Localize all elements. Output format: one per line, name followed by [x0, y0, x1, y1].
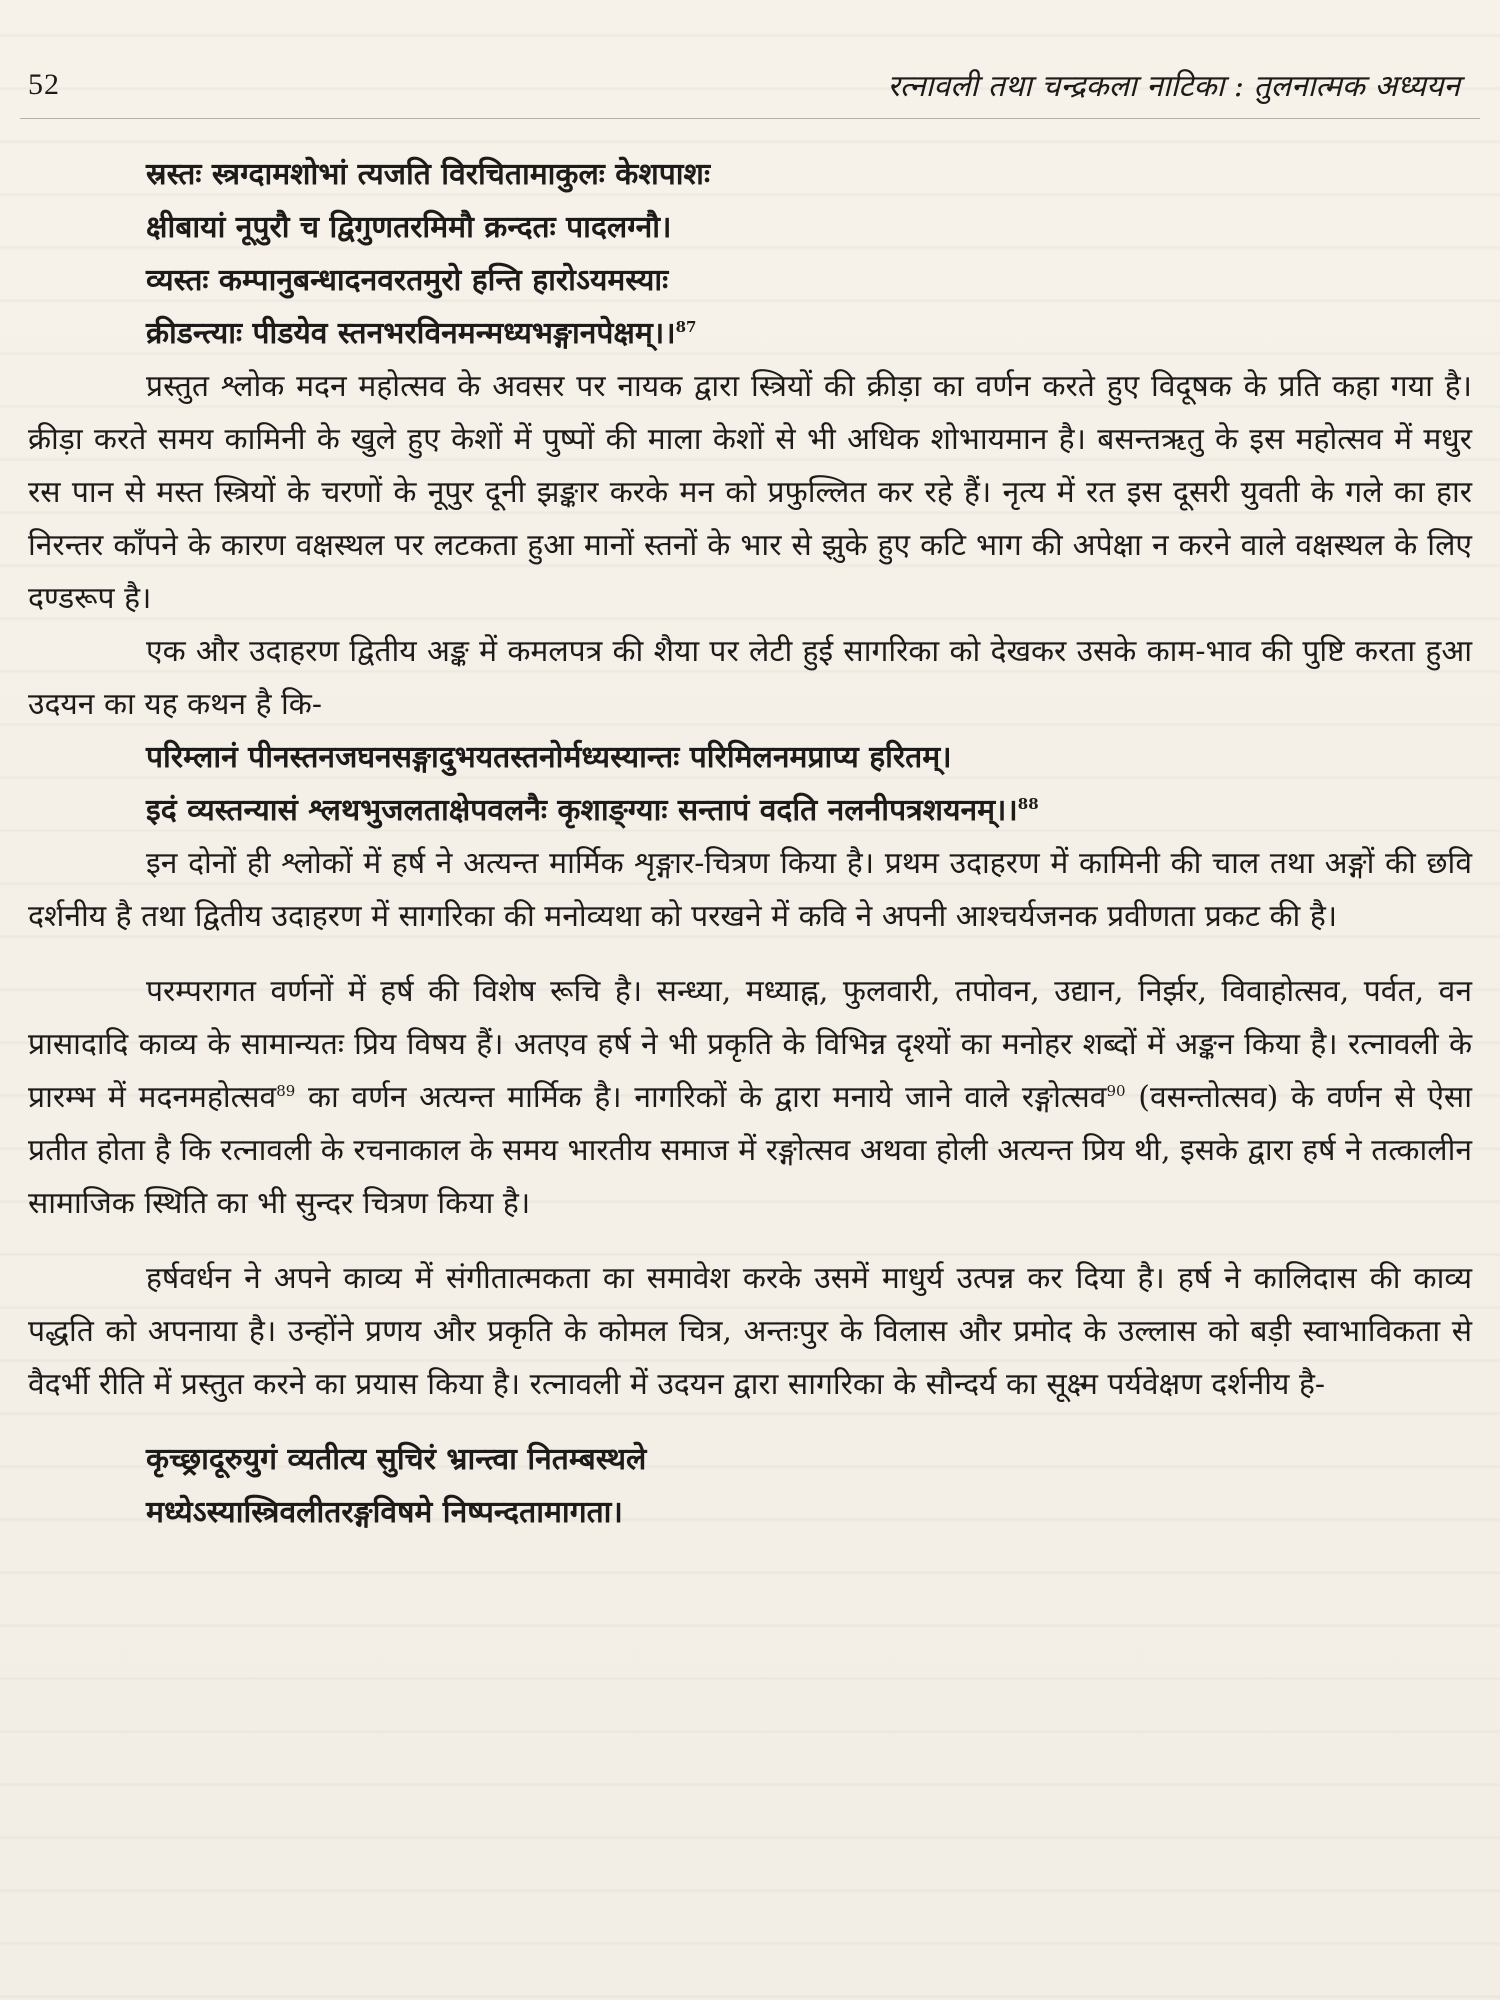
- paragraph-1: प्रस्तुत श्लोक मदन महोत्सव के अवसर पर नायक द्वारा स्त्रियों की क्रीड़ा का वर्णन करते हुए विदूषक के प्रति कहा गया है। क्रीड़ा करते समय कामिनी के खुले हुए केशों में पुष्पों की माला केशों से भी अधिक शोभायमान है। बसन्तऋतु के इस महोत्सव में मधुर रस पान से मस्त स्त्रियों के चरणों के नूपुर दूनी झङ्कार करके मन को प्रफुल्लित कर रहे हैं। नृत्य में रत इस दूसरी युवती के गले का हार निरन्तर काँपने के कारण वक्षस्थल पर लटकता हुआ मानों स्तनों के भार से झुके हुए कटि भाग की अपेक्षा न करने वाले वक्षस्थल के लिए दण्डरूप है।: [28, 369, 1472, 616]
- verse-line-with-footnote: [28, 784, 1472, 837]
- verse-line-with-footnote: [28, 307, 1472, 360]
- page-content: [28, 148, 1472, 1970]
- footnote-marker: 87: [675, 318, 697, 336]
- footnote-marker: 90: [1106, 1082, 1126, 1100]
- verse-line: कृच्छ्रादूरुयुगं व्यतीत्य सुचिरं भ्रान्त्वा नितम्बस्थले: [146, 1442, 647, 1477]
- footnote-marker: 88: [1017, 795, 1039, 813]
- verse-line: परिम्लानं पीनस्तनजघनसङ्गादुभयतस्तनोर्मध्यस्यान्तः परिमिलनमप्राप्य हरितम्।: [146, 740, 952, 775]
- running-head: रत्नावली तथा चन्द्रकला नाटिका : तुलनात्मक अध्ययन: [887, 69, 1460, 104]
- paragraph-4: [28, 965, 1472, 1230]
- page-number: 52: [28, 68, 60, 101]
- verse-line: मध्येऽस्यास्त्रिवलीतरङ्गविषमे निष्पन्दतामागता।: [146, 1495, 623, 1530]
- verse-text: क्रीडन्त्याः पीडयेव स्तनभरविनमन्मध्यभङ्गानपेक्षम्।।: [146, 316, 676, 351]
- paragraph-2: एक और उदाहरण द्वितीय अङ्क में कमलपत्र की शैया पर लेटी हुई सागरिका को देखकर उसके काम-भाव की पुष्टि करता हुआ उदयन का यह कथन है कि-: [28, 634, 1472, 722]
- verse-line: व्यस्तः कम्पानुबन्धादनवरतमुरो हन्ति हारोऽयमस्याः: [146, 263, 669, 298]
- paragraph-4-text-a: परम्परागत वर्णनों में हर्ष की विशेष रूचि है। सन्ध्या, मध्याह्न, फुलवारी, तपोवन, उद्यान, निर्झर, विवाहोत्सव, पर्वत, वन प्रासादादि काव्य के सामान्यतः प्रिय विषय हैं। अतएव हर्ष ने भी प्रकृति के विभिन्न दृश्यों का मनोहर शब्दों में अङ्कन किया है। रत्नावली के प्रारम्भ में मदनमहोत्सव: [28, 974, 1472, 1115]
- paragraph-5: हर्षवर्धन ने अपने काव्य में संगीतात्मकता का समावेश करके उसमें माधुर्य उत्पन्न कर दिया है। हर्ष ने कालिदास की काव्य पद्धति को अपनाया है। उन्होंने प्रणय और प्रकृति के कोमल चित्र, अन्तःपुर के विलास और प्रमोद के उल्लास को बड़ी स्वाभाविकता से वैदर्भी रीति में प्रस्तुत करने का प्रयास किया है। रत्नावली में उदयन द्वारा सागरिका के सौन्दर्य का सूक्ष्म पर्यवेक्षण दर्शनीय है-: [28, 1261, 1472, 1402]
- paragraph-3: इन दोनों ही श्लोकों में हर्ष ने अत्यन्त मार्मिक शृङ्गार-चित्रण किया है। प्रथम उदाहरण में कामिनी की चाल तथा अङ्गों की छवि दर्शनीय है तथा द्वितीय उदाहरण में सागरिका की मनोव्यथा को परखने में कवि ने अपनी आश्चर्यजनक प्रवीणता प्रकट की है।: [28, 846, 1472, 934]
- verse-text: इदं व्यस्तन्यासं श्लथभुजलताक्षेपवलनैः कृशाङ्ग्याः सन्तापं वदति नलनीपत्रशयनम्।।: [146, 793, 1018, 828]
- verse-line: क्षीबायां नूपुरौ च द्विगुणतरमिमौ क्रन्दतः पादलग्नौ।: [146, 210, 672, 245]
- verse-line: स्रस्तः स्त्रग्दामशोभां त्यजति विरचितामाकुलः केशपाशः: [146, 157, 711, 192]
- header-rule: [20, 118, 1480, 119]
- footnote-marker: 89: [276, 1082, 296, 1100]
- paragraph-gap: [28, 943, 1472, 965]
- paragraph-4-text-c: (वसन्तोत्सव) के वर्णन से ऐसा प्रतीत होता है कि रत्नावली के रचनाकाल के समय भारतीय समाज में रङ्गोत्सव अथवा होली अत्यन्त प्रिय थी, इसके द्वारा हर्ष ने तत्कालीन सामाजिक स्थिति का भी सुन्दर चित्रण किया है।: [28, 1080, 1472, 1221]
- paragraph-gap: [28, 1230, 1472, 1252]
- paragraph-4-text-b: का वर्णन अत्यन्त मार्मिक है। नागरिकों के द्वारा मनाये जाने वाले रङ्गोत्सव: [295, 1080, 1107, 1115]
- paragraph-gap: [28, 1411, 1472, 1433]
